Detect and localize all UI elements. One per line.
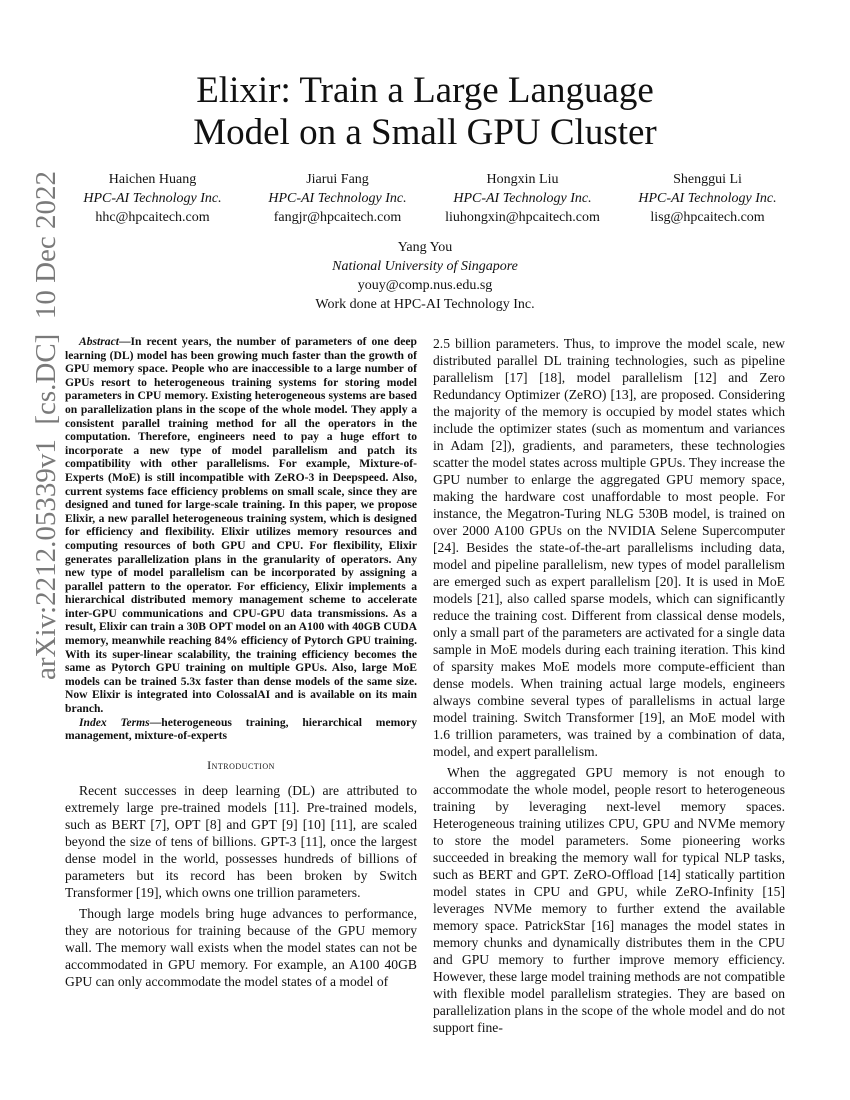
author-name: Yang You — [397, 240, 453, 255]
author-email: lisg@hpcaitech.com — [650, 210, 765, 225]
author-email: youy@comp.nus.edu.sg — [357, 278, 493, 293]
index-terms-text: —heterogeneous training, hierarchical memory management, mixture-of-experts — [65, 715, 417, 743]
author-name: Jiarui Fang — [306, 172, 369, 187]
title-line-1: Elixir: Train a Large Language — [196, 70, 654, 111]
author-note: Work done at HPC-AI Technology Inc. — [315, 297, 535, 312]
author-name: Haichen Huang — [108, 172, 197, 187]
right-column — [433, 335, 785, 1036]
paper-title — [0, 70, 850, 154]
author-affiliation: HPC-AI Technology Inc. — [638, 191, 777, 206]
abstract-label: Abstract — [79, 335, 119, 348]
index-terms-label: Index Terms — [79, 715, 150, 729]
authors-row — [60, 170, 800, 227]
author-name: Hongxin Liu — [486, 172, 559, 187]
author-affiliation: National University of Singapore — [332, 259, 518, 274]
abstract-text: —In recent years, the number of parameters of one deep learning (DL) model has been growing much faster than the growth of GPU memory space. People who are inaccessible to a large number of GPUs resort to heterogeneous training systems for storing model parameters in CPU memory. Existing heterogeneous systems are based on parallelization plans in the scope of the whole model. They apply a consistent parallel training method for all the operators in the computation. Therefore, engineers need to pay a huge effort to incorporate a new type of model parallelism and patch its compatibility with other parallelisms. For example, Mixture-of-Experts (MoE) is still incompatible with ZeRO-3 in Deepspeed. Also, current systems face efficiency problems on small scale, since they are designed and tuned for large-scale training. In this paper, we propose Elixir, a new parallel heterogeneous training system, which is designed for efficiency and flexibility. Elixir utilizes memory resources and computing resources of both GPU and CPU. For flexibility, Elixir generates parallelization plans in the granularity of operators. Any new type of model parallelism can be incorporated by assigning a parallel pattern to the operator. For efficiency, Elixir implements a hierarchical distributed memory management scheme to accelerate inter-GPU communications and CPU-GPU data transmissions. As a result, Elixir can train a 30B OPT model on an A100 with 40GB CUDA memory, meanwhile reaching 84% efficiency of Pytorch GPU training. With its super-linear scalability, the training efficiency becomes the same as Pytorch GPU training on multiple GPUs. Also, large MoE models can be trained 5.3x faster than dense models of the same size. Now Elixir is integrated into ColossalAI and is available on its main branch. — [65, 335, 417, 716]
author-affiliation: HPC-AI Technology Inc. — [453, 191, 592, 206]
intro-paragraph: Though large models bring huge advances to performance, they are notorious for training because of the GPU memory wall. The memory wall exists when the model states can not be accommodated in GPU memory. For example, an A100 40GB GPU can only accommodate the model states of a model of — [65, 905, 417, 989]
section-heading-introduction: Introduction — [207, 757, 275, 772]
abstract — [65, 335, 417, 716]
author-block — [245, 170, 430, 227]
left-column — [65, 335, 417, 990]
intro-paragraph: Recent successes in deep learning (DL) are attributed to extremely large pre-trained models [11]. Pre-trained models, such as BERT [7], OPT [8] and GPT [9] [10] [11], are scaled beyond the size of tens of billions. GPT-3 [11], once the largest dense model in the world, possesses hundreds of billions of parameters but its record has been broken by Switch Transformer [19], which owns one trillion parameters. — [65, 782, 417, 900]
last-author-block — [0, 238, 850, 314]
title-line-2: Model on a Small GPU Cluster — [193, 112, 657, 153]
author-email: hhc@hpcaitech.com — [95, 210, 210, 225]
index-terms — [65, 716, 417, 743]
author-name: Shenggui Li — [673, 172, 742, 187]
author-email: fangjr@hpcaitech.com — [273, 210, 402, 225]
author-block — [430, 170, 615, 227]
author-email: liuhongxin@hpcaitech.com — [445, 210, 600, 225]
arxiv-sidebar-stamp: arXiv:2212.05339v1 [cs.DC] 10 Dec 2022 — [30, 170, 62, 680]
author-affiliation: HPC-AI Technology Inc. — [83, 191, 222, 206]
author-block — [60, 170, 245, 227]
author-block — [615, 170, 800, 227]
body-paragraph: 2.5 billion parameters. Thus, to improve the model scale, new distributed parallel DL training technologies, such as pipeline parallelism [17] [18], model parallelism [12] and Zero Redundancy Optimizer (ZeRO) [13], are proposed. Considering the majority of the memory is occupied by model states which include the optimizer states (such as momentum and variances in Adam [2]), gradients, and parameters, these technologies scatter the model states across multiple GPUs. They increase the GPU number to enlarge the aggregated GPU memory space, making the hardware cost unaffordable to most people. For instance, the Megatron-Turing NLG 530B model, is trained on over 2000 A100 GPUs on the NVIDIA Selene Supercomputer [24]. Besides the state-of-the-art parallelisms including data, model and pipeline parallelism, new types of model parallelism are emerged such as expert parallelism [20]. It is used in MoE models [21], also called sparse models, which can significantly reduce the training cost. Different from classical dense models, only a small part of the parameters are activated for a single data sample in MoE models during each training iteration. This kind of sparsity makes MoE models more compute-efficient than dense models. When training actual large models, engineers always combine several types of parallelisms in actual large model training. Switch Transformer [19], an MoE model with 1.6 trillion parameters, was trained by a combination of data, model, and expert parallelism. — [433, 336, 785, 759]
author-affiliation: HPC-AI Technology Inc. — [268, 191, 407, 206]
body-paragraph: When the aggregated GPU memory is not enough to accommodate the whole model, people resort to heterogeneous training by leveraging next-level memory spaces. Heterogeneous training utilizes CPU, GPU and NVMe memory to store the model parameters. Some pioneering works succeeded in breaking the memory wall for typical NLP tasks, such as BERT and GPT. ZeRO-Offload [14] statically partition model states in CPU and GPU, while ZeRO-Infinity [15] leverages NVMe memory to further extend the available memory space. PatrickStar [16] manages the model states in memory chunks and dynamically distributes them in the CPU and GPU memory to further improve memory efficiency. However, these large model training methods are not compatible with flexible model parallelism strategies. They are based on parallelization plans in the scope of the whole model and do not support fine- — [433, 765, 785, 1035]
